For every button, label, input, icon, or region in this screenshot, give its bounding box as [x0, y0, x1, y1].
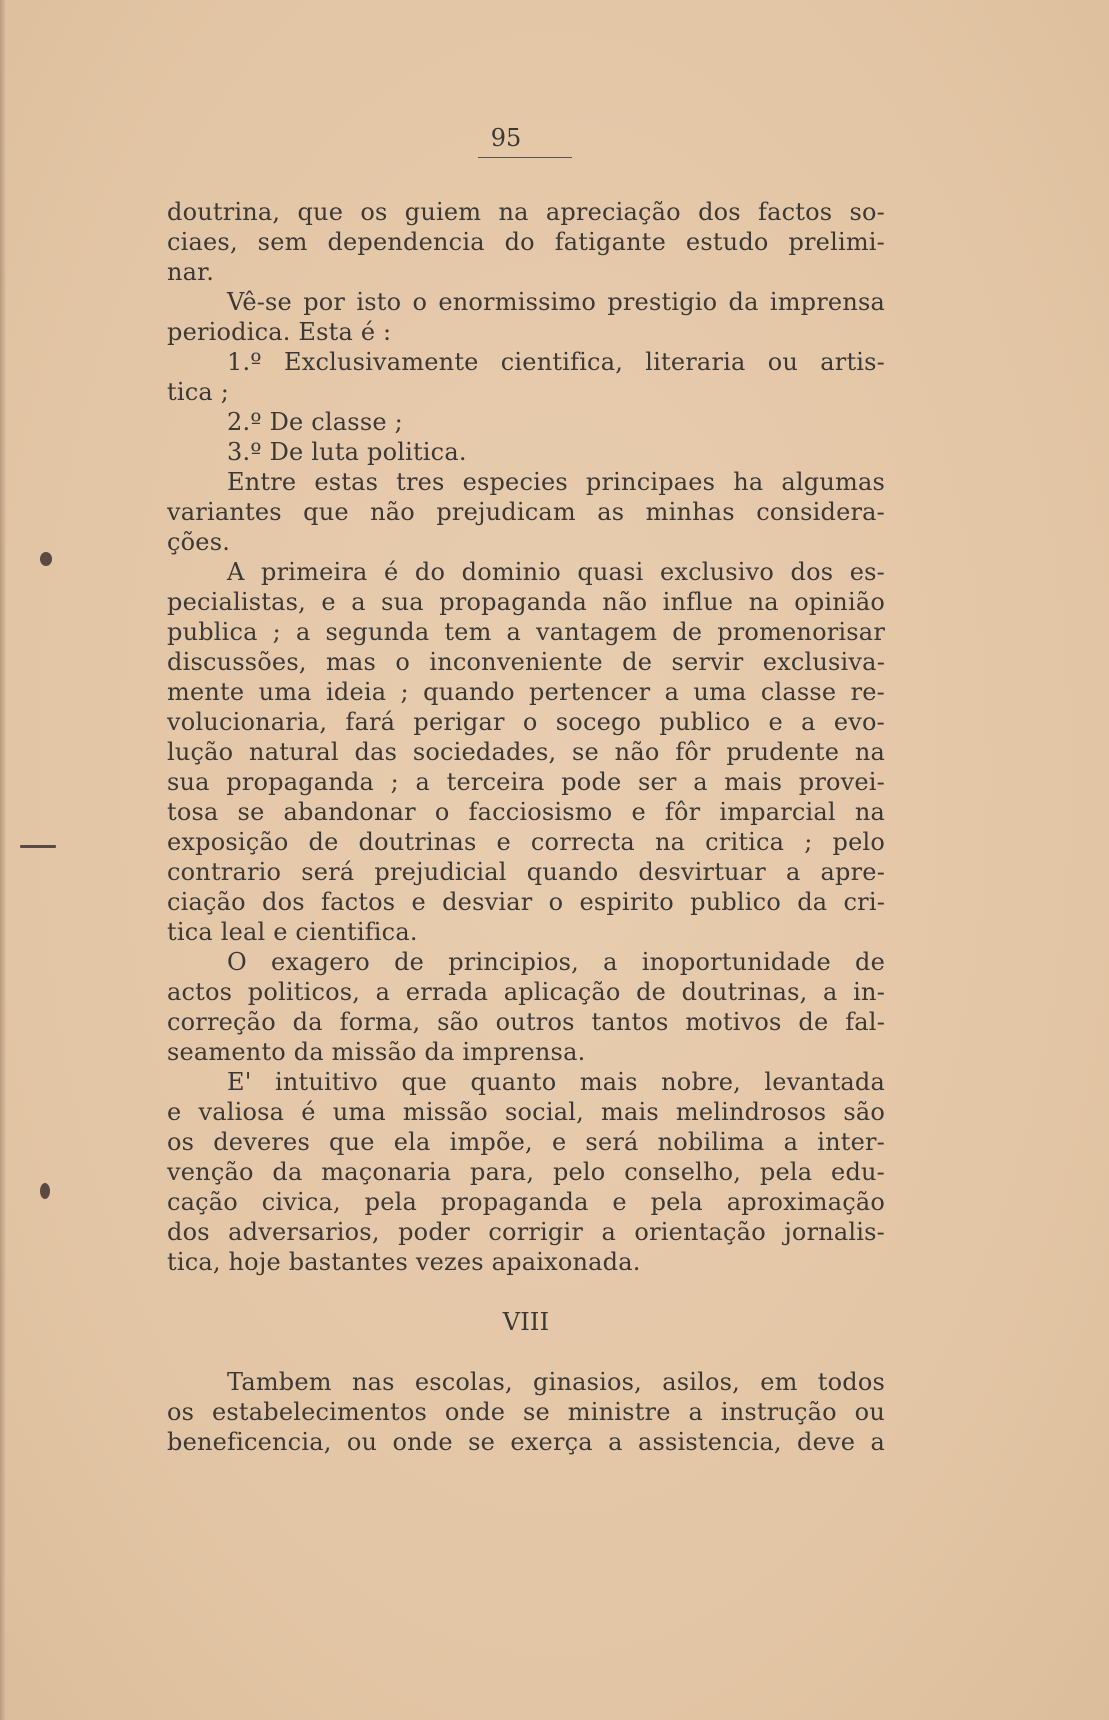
text-line: Tambem nas escolas, ginasios, asilos, em todos — [227, 1368, 885, 1396]
text-line: mente uma ideia ; quando pertencer a uma classe re- — [167, 678, 885, 706]
text-line: tosa se abandonar o facciosismo e fôr imparcial na — [167, 798, 885, 826]
text-line: doutrina, que os guiem na apreciação dos factos so- — [167, 198, 885, 226]
binding-thread-mark — [20, 845, 56, 848]
text-line: lução natural das sociedades, se não fôr prudente na — [167, 738, 885, 766]
text-line: variantes que não prejudicam as minhas considera- — [167, 498, 885, 526]
text-line: os estabelecimentos onde se ministre a instrução ou — [167, 1398, 885, 1426]
text-line: 3.º De luta politica. — [227, 438, 467, 466]
text-line: venção da maçonaria para, pelo conselho, pela edu- — [167, 1158, 885, 1186]
text-line: beneficencia, ou onde se exerça a assistencia, deve a — [167, 1428, 885, 1456]
text-line: pecialistas, e a sua propaganda não influe na opinião — [167, 588, 885, 616]
section-heading: VIII — [502, 1308, 550, 1336]
text-line: publica ; a segunda tem a vantagem de promenorisar — [167, 618, 885, 646]
text-line: O exagero de principios, a inoportunidade de — [227, 948, 885, 976]
text-line: tica, hoje bastantes vezes apaixonada. — [167, 1248, 641, 1276]
text-line: sua propaganda ; a terceira pode ser a mais provei- — [167, 768, 885, 796]
text-line: correção da forma, são outros tantos motivos de fal- — [167, 1008, 885, 1036]
text-line: contrario será prejudicial quando desvirtuar a apre- — [167, 858, 885, 886]
text-line: actos politicos, a errada aplicação de doutrinas, a in- — [167, 978, 885, 1006]
text-line: Vê-se por isto o enormissimo prestigio da imprensa — [227, 288, 885, 316]
blank-line — [167, 1337, 885, 1367]
header-rule — [478, 157, 572, 158]
text-line: 1.º Exclusivamente cientifica, literaria ou artis- — [227, 348, 885, 376]
page-number: 95 — [490, 124, 522, 152]
text-line: nar. — [167, 258, 215, 286]
text-line: ções. — [167, 528, 231, 556]
text-line: tica ; — [167, 378, 229, 406]
binding-hole-mark — [40, 552, 52, 566]
text-line: os deveres que ela impõe, e será nobilima a inter- — [167, 1128, 885, 1156]
text-line: cação civica, pela propaganda e pela aproximação — [167, 1188, 885, 1216]
text-line: seamento da missão da imprensa. — [167, 1038, 586, 1066]
text-line: volucionaria, fará perigar o socego publico e a evo- — [167, 708, 885, 736]
body-text — [167, 197, 885, 1457]
text-line: ciaes, sem dependencia do fatigante estudo prelimi- — [167, 228, 885, 256]
text-line: Entre estas tres especies principaes ha algumas — [227, 468, 885, 496]
text-line: 2.º De classe ; — [227, 408, 403, 436]
text-line: dos adversarios, poder corrigir a orientação jornalis- — [167, 1218, 885, 1246]
text-line: tica leal e cientifica. — [167, 918, 418, 946]
blank-line — [167, 1277, 885, 1307]
text-line: periodica. Esta é : — [167, 318, 392, 346]
text-line: exposição de doutrinas e correcta na critica ; pelo — [167, 828, 885, 856]
binding-hole-mark — [40, 1183, 50, 1199]
text-line: E' intuitivo que quanto mais nobre, levantada — [227, 1068, 885, 1096]
text-line: A primeira é do dominio quasi exclusivo dos es- — [227, 558, 885, 586]
page-spine-edge — [0, 0, 6, 1720]
text-line: e valiosa é uma missão social, mais melindrosos são — [167, 1098, 885, 1126]
text-line: ciação dos factos e desviar o espirito publico da cri- — [167, 888, 885, 916]
text-line: discussões, mas o inconveniente de servir exclusiva- — [167, 648, 885, 676]
